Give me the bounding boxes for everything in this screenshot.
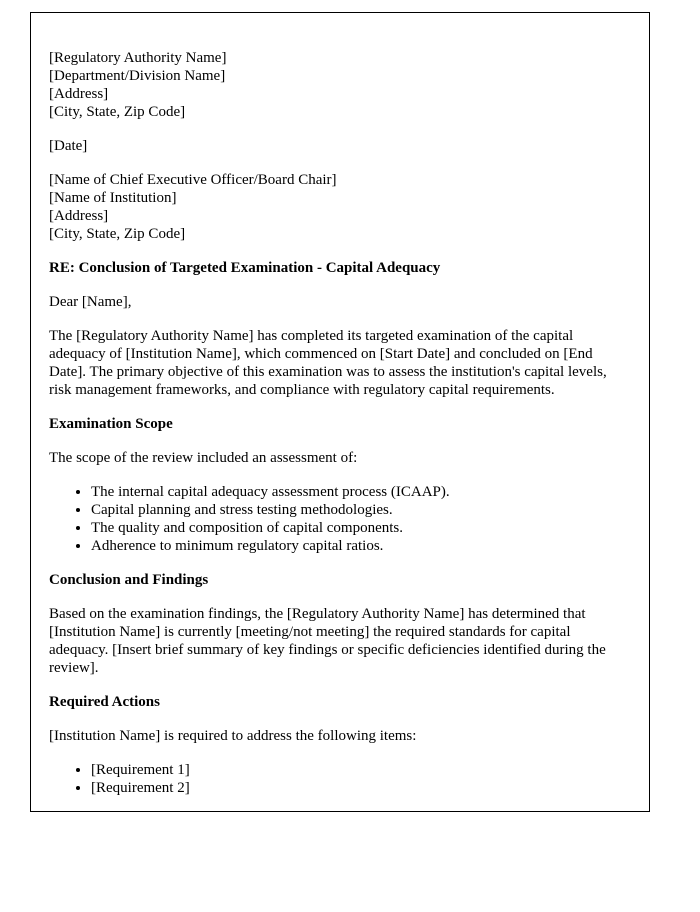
sender-department: [Department/Division Name] xyxy=(49,68,226,84)
examination-scope-paragraph: The scope of the review included an assessment of: xyxy=(49,450,358,466)
recipient-address-block xyxy=(49,171,629,243)
sender-address-block xyxy=(49,49,629,121)
conclusion-findings-paragraph: Based on the examination findings, the [Regulatory Authority Name] has determined that [Institution Name] is currently [meeting/not meeting] the required standards for capital adequacy. [Insert brief summary of key findings or specific deficiencies identified during the review]. xyxy=(49,606,606,676)
section-heading-conclusion-findings: Conclusion and Findings xyxy=(49,572,209,588)
examination-scope-bullet-list xyxy=(49,483,629,555)
intro-paragraph: The [Regulatory Authority Name] has completed its targeted examination of the capital adequacy of [Institution Name], which commenced on [Start Date] and concluded on [End Date]. The primary objective of this examination was to assess the institution's capital levels, risk management frameworks, and compliance with regulatory capital requirements. xyxy=(49,328,607,398)
section-heading-required-actions: Required Actions xyxy=(49,694,160,710)
letter-document xyxy=(30,12,650,812)
section-heading-examination-scope: Examination Scope xyxy=(49,416,173,432)
subject-line: RE: Conclusion of Targeted Examination - Capital Adequacy xyxy=(49,260,441,276)
bullet-item: • [Requirement 1] xyxy=(91,761,629,779)
required-actions-paragraph: [Institution Name] is required to address the following items: xyxy=(49,728,417,744)
bullet-item: • The internal capital adequacy assessment process (ICAAP). xyxy=(91,483,629,501)
bullet-item: • [Requirement 2] xyxy=(91,779,629,797)
recipient-institution: [Name of Institution] xyxy=(49,190,177,206)
sender-authority-name: [Regulatory Authority Name] xyxy=(49,50,227,66)
sender-city-state-zip: [City, State, Zip Code] xyxy=(49,104,186,120)
salutation: Dear [Name], xyxy=(49,294,132,310)
required-actions-bullet-list xyxy=(49,761,629,797)
recipient-name: [Name of Chief Executive Officer/Board Chair] xyxy=(49,172,337,188)
sender-address: [Address] xyxy=(49,86,109,102)
bullet-item: • Adherence to minimum regulatory capital ratios. xyxy=(91,537,629,555)
recipient-address: [Address] xyxy=(49,208,109,224)
bullet-item: • Capital planning and stress testing methodologies. xyxy=(91,501,629,519)
recipient-city-state-zip: [City, State, Zip Code] xyxy=(49,226,186,242)
bullet-item: • The quality and composition of capital components. xyxy=(91,519,629,537)
date-line: [Date] xyxy=(49,138,88,154)
